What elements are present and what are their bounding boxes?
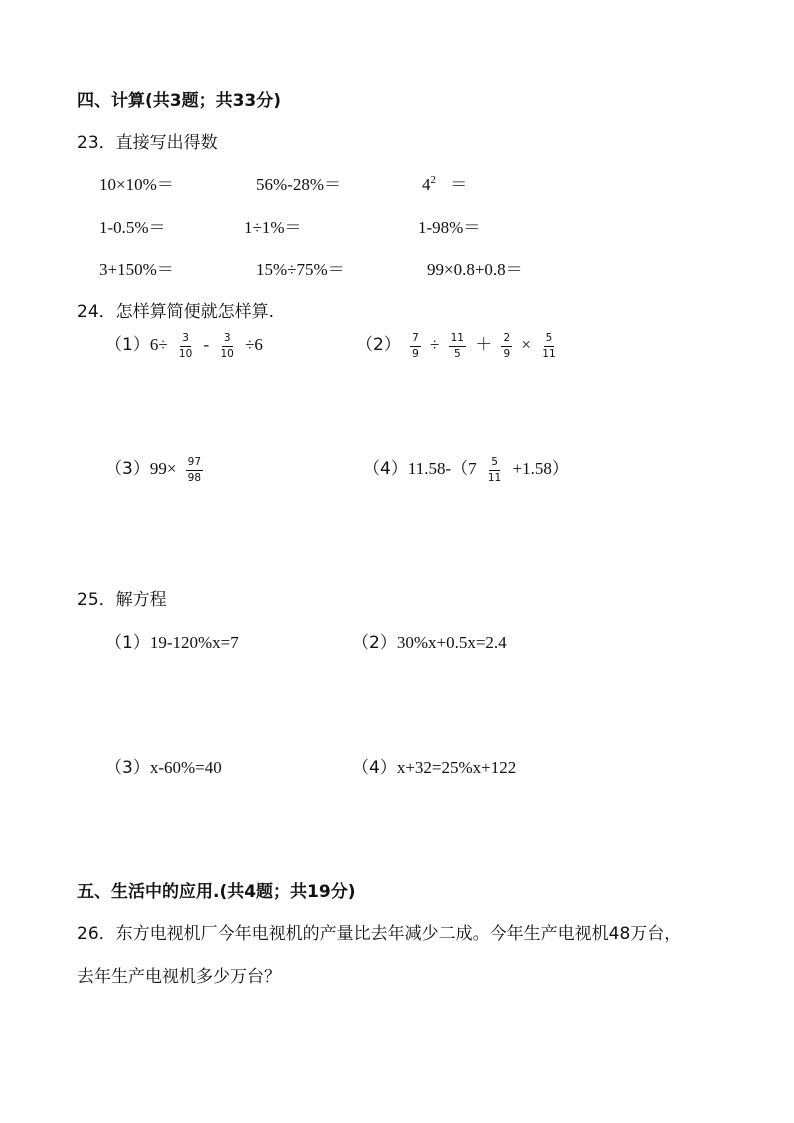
problem-label: （4） [363, 459, 408, 479]
numerator: 7 [410, 332, 421, 347]
question-26-line-1: 26．东方电视机厂今年电视机的产量比去年减少二成。今年生产电视机48万台， [77, 924, 682, 944]
question-26-line-2: 去年生产电视机多少万台？ [77, 967, 281, 987]
q24-problem-2 [356, 330, 563, 361]
operator: - [203, 335, 210, 354]
power-exponent: 2 [430, 174, 436, 186]
numerator: 5 [489, 456, 500, 471]
fraction [501, 332, 512, 361]
q23-item-2: 56%-28%＝ [256, 175, 341, 194]
denominator: 10 [178, 347, 193, 360]
q23-item-7: 3+150%＝ [99, 260, 174, 279]
expr-text: 6÷ [149, 335, 168, 354]
denominator: 9 [412, 347, 419, 360]
q23-item-3 [422, 170, 467, 195]
q25-problem-2 [352, 628, 507, 653]
denominator: 11 [487, 471, 502, 484]
expr-text: +1.58） [512, 459, 569, 478]
denominator: 5 [453, 347, 461, 360]
equals-sign: ＝ [450, 175, 468, 194]
equation: x-60%=40 [149, 758, 222, 777]
operator: ÷ [430, 335, 440, 354]
problem-label: （2） [352, 633, 397, 653]
fraction [410, 332, 421, 361]
q23-item-8: 15%÷75%＝ [256, 260, 345, 279]
q23-item-1: 10×10%＝ [99, 175, 174, 194]
equation: 30%x+0.5x=2.4 [396, 633, 507, 652]
numerator: 3 [180, 332, 191, 347]
power-base: 4 [422, 175, 431, 194]
fraction [486, 456, 503, 485]
problem-label: （2） [356, 335, 401, 355]
problem-label: （1） [105, 633, 150, 653]
question-25-title: 25．解方程 [77, 590, 167, 610]
equation: x+32=25%x+122 [396, 758, 517, 777]
expr-text: ÷6 [245, 335, 263, 354]
fraction [186, 456, 203, 485]
numerator: 2 [501, 332, 512, 347]
q24-problem-3 [105, 454, 208, 485]
q23-item-4: 1-0.5%＝ [99, 218, 166, 237]
q25-problem-4 [352, 753, 516, 778]
fraction [449, 332, 466, 361]
problem-label: （3） [105, 758, 150, 778]
section-heading-calculation: 四、计算(共3题；共33分) [77, 91, 282, 111]
expr-text: 11.58-（7 [407, 459, 477, 478]
operator: ＋ [475, 335, 493, 354]
denominator: 9 [503, 347, 511, 360]
fraction [177, 332, 194, 361]
numerator: 5 [544, 332, 555, 347]
fraction [540, 332, 557, 361]
q23-item-5: 1÷1%＝ [244, 218, 302, 237]
numerator: 97 [186, 456, 203, 471]
numerator: 3 [222, 332, 233, 347]
denominator: 10 [220, 347, 234, 360]
fraction [218, 332, 235, 361]
numerator: 11 [449, 332, 466, 347]
expr-text: 99× [149, 459, 177, 478]
question-23-title: 23．直接写出得数 [77, 133, 218, 153]
denominator: 98 [187, 471, 202, 484]
equation: 19-120%x=7 [149, 633, 239, 652]
denominator: 11 [542, 347, 556, 360]
q24-problem-4 [363, 454, 569, 485]
question-24-title: 24．怎样算简便就怎样算. [77, 302, 275, 322]
q24-problem-1 [105, 330, 263, 361]
operator: × [521, 335, 532, 354]
q25-problem-1 [105, 628, 239, 653]
problem-label: （3） [105, 459, 150, 479]
q25-problem-3 [105, 753, 222, 778]
problem-label: （1） [105, 335, 150, 355]
q23-item-6: 1-98%＝ [418, 218, 481, 237]
problem-label: （4） [352, 758, 397, 778]
q23-item-9: 99×0.8+0.8＝ [427, 260, 523, 279]
section-heading-applications: 五、生活中的应用.(共4题；共19分) [77, 882, 356, 902]
